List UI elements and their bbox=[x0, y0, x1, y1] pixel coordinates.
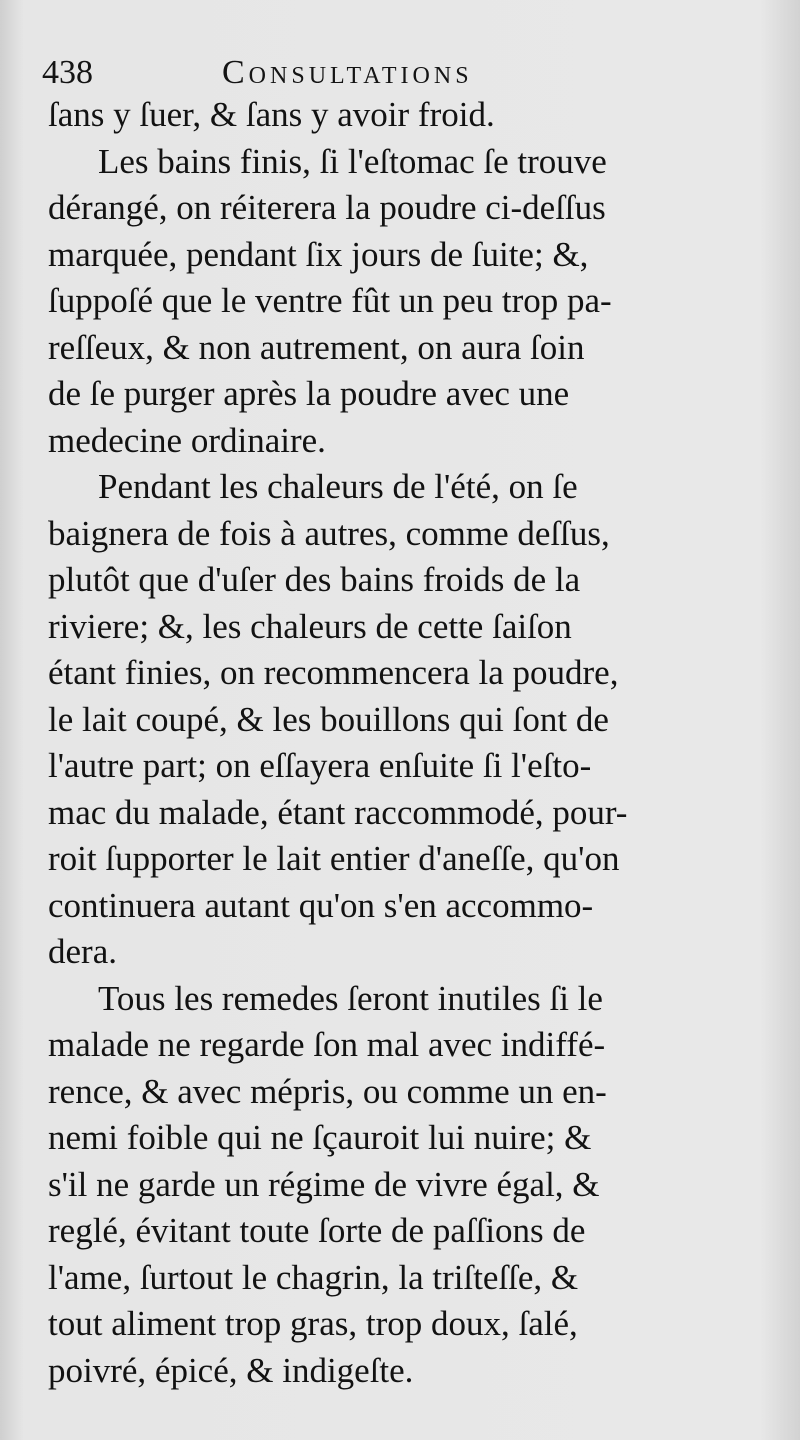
text-line: Tous les remedes ſeront inutiles ſi le bbox=[98, 978, 603, 1018]
text-line: poivré, épicé, & indigeſte. bbox=[48, 1350, 414, 1390]
text-line: marquée, pendant ſix jours de ſuite; &, bbox=[48, 234, 589, 274]
text-line: roit ſupporter le lait entier d'aneſſe, qu'on bbox=[48, 839, 620, 878]
paragraph bbox=[48, 92, 768, 139]
text-line: malade ne regarde ſon mal avec indiffé- bbox=[48, 1025, 606, 1064]
text-line: étant finies, on recommencera la poudre, bbox=[48, 653, 619, 692]
text-line: continuera autant qu'on s'en accommo- bbox=[48, 885, 594, 925]
text-line: Les bains finis, ſi l'eſtomac ſe trouve bbox=[98, 141, 607, 181]
text-line: ſans y ſuer, & ſans y avoir froid. bbox=[48, 95, 495, 134]
text-line: mac du malade, étant raccommodé, pour- bbox=[48, 792, 628, 832]
text-line: dera. bbox=[48, 932, 117, 971]
paragraph bbox=[48, 976, 768, 1395]
text-line: le lait coupé, & les bouillons qui ſont de bbox=[48, 699, 609, 739]
text-line: reſſeux, & non autrement, on aura ſoin bbox=[48, 327, 585, 367]
text-line: dérangé, on réiterera la poudre ci-deſſus bbox=[48, 188, 606, 227]
paragraph bbox=[48, 139, 768, 465]
text-line: riviere; &, les chaleurs de cette ſaiſon bbox=[48, 606, 572, 646]
text-line: de ſe purger après la poudre avec une bbox=[48, 374, 570, 413]
text-line: s'il ne garde un régime de vivre égal, & bbox=[48, 1164, 600, 1204]
page-body bbox=[48, 92, 768, 1394]
text-line: plutôt que d'uſer des bains froids de la bbox=[48, 560, 581, 599]
text-line: Pendant les chaleurs de l'été, on ſe bbox=[98, 467, 578, 506]
text-line: l'autre part; on eſſayera enſuite ſi l'eſto- bbox=[48, 746, 592, 785]
running-title: Consultations bbox=[222, 54, 473, 91]
text-line: ſuppoſé que le ventre fût un peu trop pa- bbox=[48, 281, 612, 320]
text-line: tout aliment trop gras, trop doux, ſalé, bbox=[48, 1304, 578, 1343]
text-line: reglé, évitant toute ſorte de paſſions de bbox=[48, 1211, 586, 1250]
text-line: l'ame, ſurtout le chagrin, la triſteſſe, & bbox=[48, 1257, 579, 1297]
text-line: baignera de fois à autres, comme deſſus, bbox=[48, 513, 610, 553]
text-line: nemi foible qui ne ſçauroit lui nuire; & bbox=[48, 1118, 592, 1157]
page-number: 438 bbox=[42, 54, 93, 91]
paragraph bbox=[48, 464, 768, 976]
text-line: rence, & avec mépris, ou comme un en- bbox=[48, 1071, 607, 1111]
text-line: medecine ordinaire. bbox=[48, 420, 326, 460]
